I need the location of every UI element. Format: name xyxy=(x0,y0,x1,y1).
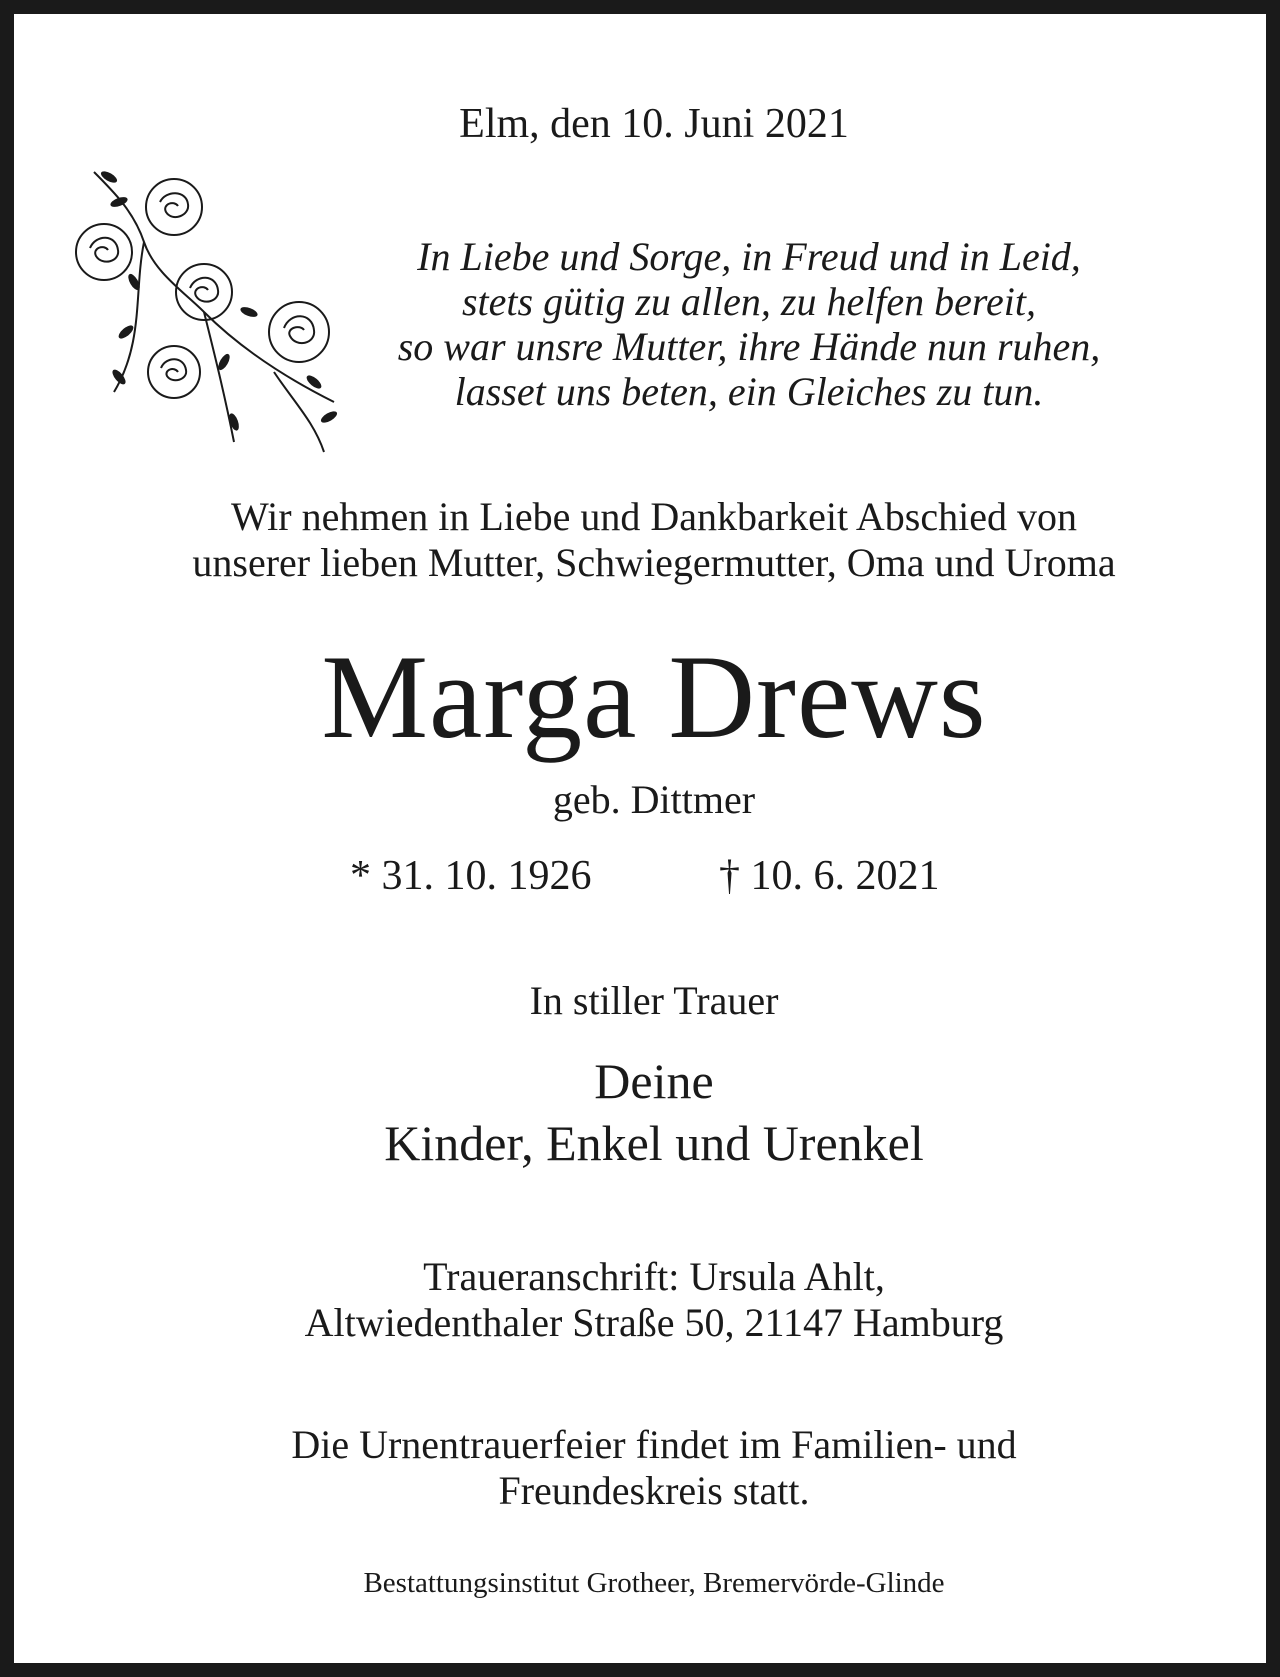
poem-line: lasset uns beten, ein Gleiches zu tun. xyxy=(454,369,1044,414)
birth-name: geb. Dittmer xyxy=(552,777,756,822)
intro-line: unserer lieben Mutter, Schwiegermutter, Oma und Uroma xyxy=(192,540,1116,585)
ceremony-line: Die Urnentrauerfeier findet im Familien- und xyxy=(291,1422,1017,1467)
address-line: Traueranschrift: Ursula Ahlt, xyxy=(423,1254,885,1299)
roses-icon xyxy=(74,152,364,462)
family-signature xyxy=(14,1050,1280,1174)
address-line: Altwiedenthaler Straße 50, 21147 Hamburg xyxy=(304,1300,1004,1345)
place-date: Elm, den 10. Juni 2021 xyxy=(459,101,849,147)
death-date: † 10. 6. 2021 xyxy=(719,853,940,899)
intro-line: Wir nehmen in Liebe und Dankbarkeit Abschied von xyxy=(231,494,1077,539)
birth-date: * 31. 10. 1926 xyxy=(350,853,592,899)
family-line: Kinder, Enkel und Urenkel xyxy=(384,1115,924,1171)
ceremony-line: Freundeskreis statt. xyxy=(498,1468,810,1513)
deceased-name: Marga Drews xyxy=(321,630,987,763)
poem-line: In Liebe und Sorge, in Freud und in Leid, xyxy=(417,234,1081,279)
ceremony-info xyxy=(14,1422,1280,1514)
intro-text xyxy=(14,494,1280,586)
family-line: Deine xyxy=(594,1053,714,1109)
poem xyxy=(344,234,1154,414)
poem-line: so war unsre Mutter, ihre Hände nun ruhen, xyxy=(397,324,1101,369)
poem-line: stets gütig zu allen, zu helfen bereit, xyxy=(461,279,1036,324)
mourning-phrase: In stiller Trauer xyxy=(529,978,779,1023)
undertaker: Bestattungsinstitut Grotheer, Bremervörde-Glinde xyxy=(363,1567,945,1599)
mourning-address xyxy=(14,1254,1280,1346)
